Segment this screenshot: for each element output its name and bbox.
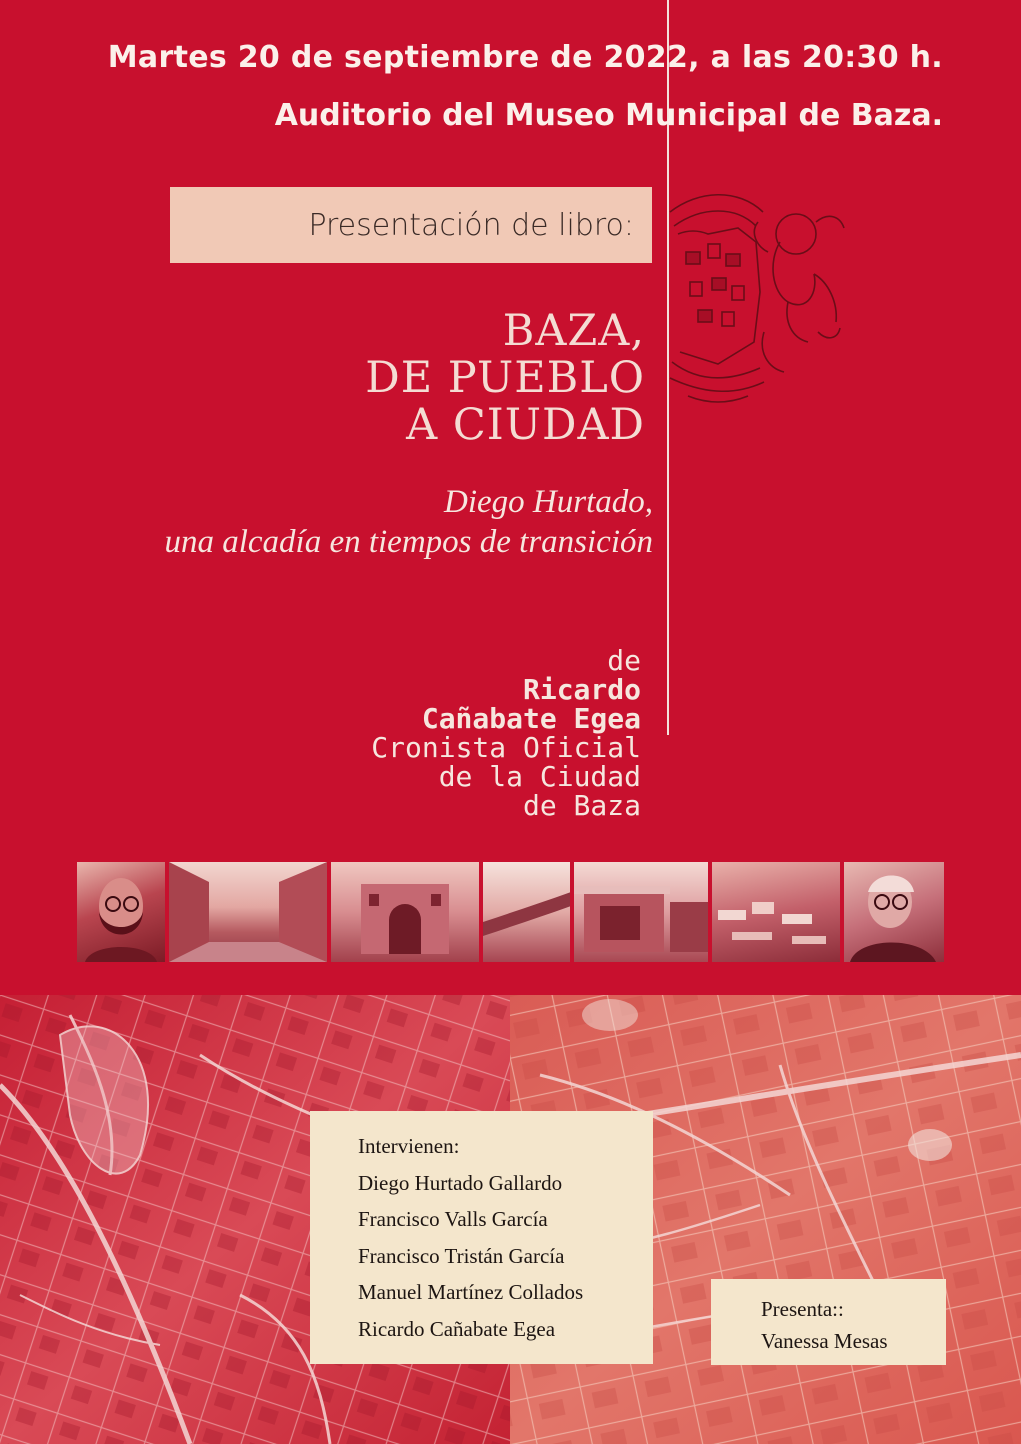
photo-building-arch <box>331 862 479 962</box>
book-title-line: BAZA, <box>502 306 645 356</box>
photo-street <box>169 862 327 962</box>
author-prefix: de <box>607 644 641 677</box>
speaker-name: Ricardo Cañabate Egea <box>358 1316 556 1341</box>
photo-portrait-young <box>77 862 165 962</box>
presentation-label-box <box>170 187 652 263</box>
photo-road <box>483 862 571 962</box>
presenter-heading: Presenta:: <box>761 1297 844 1321</box>
author-role-line: de Baza <box>522 789 641 822</box>
speaker-name: Diego Hurtado Gallardo <box>358 1170 563 1195</box>
city-seal-illustration <box>668 182 853 412</box>
presenter-box <box>711 1279 946 1365</box>
book-subtitle <box>164 482 653 562</box>
event-date: Martes 20 de septiembre de 2022, a las 20:30 h. <box>107 40 943 75</box>
book-subtitle-line: Diego Hurtado, <box>444 484 653 520</box>
presentation-label: Presentación de libro: <box>308 207 634 243</box>
speaker-name: Francisco Tristán García <box>358 1243 565 1268</box>
photo-uned-building <box>574 862 708 962</box>
author-role-line: Cronista Oficial <box>371 731 641 764</box>
speakers-box <box>310 1111 653 1364</box>
speaker-name: Francisco Valls García <box>358 1207 548 1231</box>
presenter-name: Vanessa Mesas <box>761 1329 888 1353</box>
book-subtitle-line: una alcadía en tiempos de transición <box>164 524 653 560</box>
book-title-line: DE PUEBLO <box>365 353 645 403</box>
photo-aerial-town <box>712 862 840 962</box>
photo-portrait-older <box>844 862 944 962</box>
speakers-heading: Intervienen: <box>358 1134 460 1158</box>
author-name-line: Ricardo <box>522 673 641 706</box>
speaker-name: Manuel Martínez Collados <box>358 1280 584 1304</box>
photo-strip <box>77 862 944 962</box>
book-title-line: A CIUDAD <box>406 400 645 450</box>
event-venue: Auditorio del Museo Municipal de Baza. <box>274 98 943 133</box>
author-block <box>371 646 641 820</box>
book-title <box>365 308 645 449</box>
author-role-line: de la Ciudad <box>438 760 641 793</box>
author-name-line: Cañabate Egea <box>421 702 641 735</box>
